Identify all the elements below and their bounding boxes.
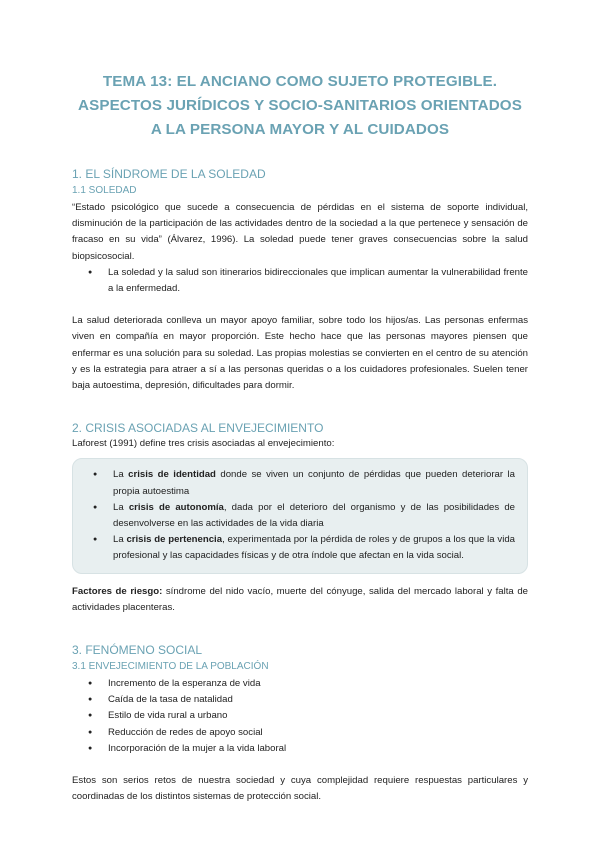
paragraph: Laforest (1991) define tres crisis asociadas al envejecimiento:: [72, 438, 335, 450]
section-fenomeno-social: [72, 642, 528, 805]
list-item: ● Caída de la tasa de natalidad: [108, 692, 528, 708]
section-crisis: [72, 420, 528, 616]
list-item: ● Incremento de la esperanza de vida: [108, 676, 528, 692]
subsection-heading: 1.1 SOLEDAD: [72, 185, 137, 196]
list-item: ● Incorporación de la mujer a la vida laboral: [108, 741, 528, 757]
list-item: ● La soledad y la salud son itinerarios bidireccionales que implican aumentar la vulnerabilidad frente a la enfermedad.: [108, 265, 528, 297]
section-heading: 2. CRISIS ASOCIADAS AL ENVEJECIMIENTO: [72, 421, 324, 436]
bullet-list: [72, 265, 528, 297]
subsection-heading: 3.1 ENVEJECIMIENTO DE LA POBLACIÓN: [72, 661, 269, 673]
section-soledad: [72, 166, 528, 394]
list-item: ● La crisis de identidad donde se viven un conjunto de pérdidas que pueden deteriorar la propia autoestima: [113, 467, 515, 499]
list-item: ● La crisis de pertenencia, experimentada por la pérdida de roles y de grupos a los que la vida profesional y las capacidades físicas y de otra índole que afectan en la vida social.: [113, 532, 515, 564]
list-item: ● Estilo de vida rural a urbano: [108, 708, 528, 724]
list-item: ● Reducción de redes de apoyo social: [108, 725, 528, 741]
paragraph: La salud deteriorada conlleva un mayor apoyo familiar, sobre todo los hijos/as. Las personas enfermas viven en compañía en mayor proporción. Este hecho hace que las personas mayores piensen que enfermar es una solución para su soledad. Las propias molestias se convierten en el centro de su atención y es la estrategia para atraer a sí a las personas queridas o a los cuidadores profesionales. Suelen tener baja autoestima, depresión, dificultades para dormir.: [72, 315, 528, 392]
section-heading: 3. FENÓMENO SOCIAL: [72, 643, 203, 658]
risk-factors-paragraph: Factores de riesgo: síndrome del nido vacío, muerte del cónyuge, salida del mercado laboral y falta de actividades placenteras.: [72, 585, 528, 613]
paragraph: “Estado psicológico que sucede a consecuencia de pérdidas en el sistema de soporte individual, disminución de la participación de las actividades dentro de la sociedad a la que pertenece y sensación de fracaso en su vida” (Álvarez, 1996). La soledad puede tener graves consecuencias sobre la salud biopsicosocial.: [72, 202, 528, 262]
list-item: ● La crisis de autonomía, dada por el deterioro del organismo y de las posibilidades de desenvolverse en las actividades de la vida diaria: [113, 500, 515, 532]
document-title: TEMA 13: EL ANCIANO COMO SUJETO PROTEGIBLE. ASPECTOS JURÍDICOS Y SOCIO-SANITARIOS ORIENTADOS A LA PERSONA MAYOR Y AL CUIDADOS: [78, 73, 522, 138]
bullet-list: [72, 676, 528, 757]
section-heading: 1. EL SÍNDROME DE LA SOLEDAD: [72, 167, 266, 181]
crisis-callout-box: [72, 458, 528, 573]
bullet-list: [73, 467, 515, 564]
paragraph: Estos son serios retos de nuestra sociedad y cuya complejidad requiere respuestas particulares y coordinadas de los distintos sistemas de protección social.: [72, 775, 528, 803]
